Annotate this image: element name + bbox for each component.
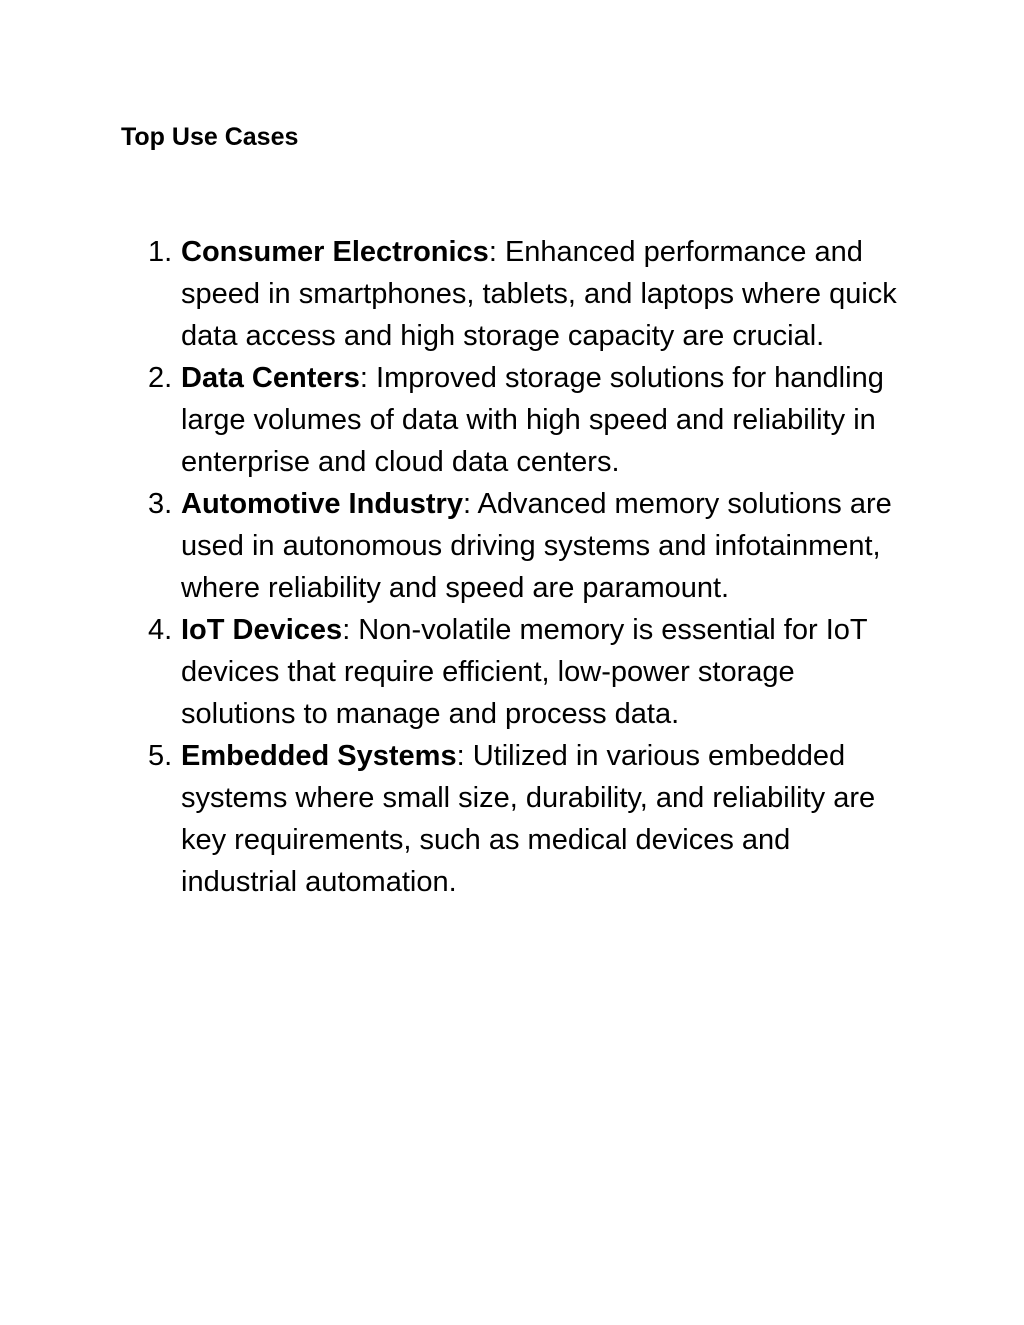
list-item-number: 4. [148,614,173,646]
use-case-item-consumer-electronics [0,231,906,357]
use-case-term: Consumer Electronics [181,236,489,268]
use-case-description: Advanced memory solutions are used in autonomous driving systems and infotainment, where reliability and speed are paramount. [181,488,892,604]
use-case-item-data-centers [0,357,906,483]
list-item-number: 3. [148,488,173,520]
term-separator: : [342,614,351,646]
use-case-description: Enhanced performance and speed in smartphones, tablets, and laptops where quick data access and high storage capacity are crucial. [181,236,897,352]
use-case-description: Utilized in various embedded systems where small size, durability, and reliability are key requirements, such as medical devices and industrial automation. [181,740,876,898]
use-case-term: Automotive Industry [181,488,463,520]
use-case-description: Non-volatile memory is essential for IoT devices that require efficient, low-power storage solutions to manage and process data. [181,614,868,730]
list-item-number: 2. [148,362,173,394]
use-case-term: Data Centers [181,362,360,394]
term-separator: : [359,362,368,394]
term-separator: : [462,488,472,520]
use-case-item-automotive-industry [0,483,906,609]
use-case-term: IoT Devices [181,614,343,646]
use-case-item-iot-devices [0,609,906,735]
use-case-list [0,231,1024,903]
page-title: Top Use Cases [121,123,299,151]
list-item-number: 1. [148,236,173,268]
term-separator: : [456,740,465,772]
use-case-description: Improved storage solutions for handling large volumes of data with high speed and reliability in enterprise and cloud data centers. [181,362,884,478]
use-case-term: Embedded Systems [181,740,457,772]
list-item-number: 5. [148,740,173,772]
term-separator: : [488,236,497,268]
use-case-item-embedded-systems [0,735,906,903]
